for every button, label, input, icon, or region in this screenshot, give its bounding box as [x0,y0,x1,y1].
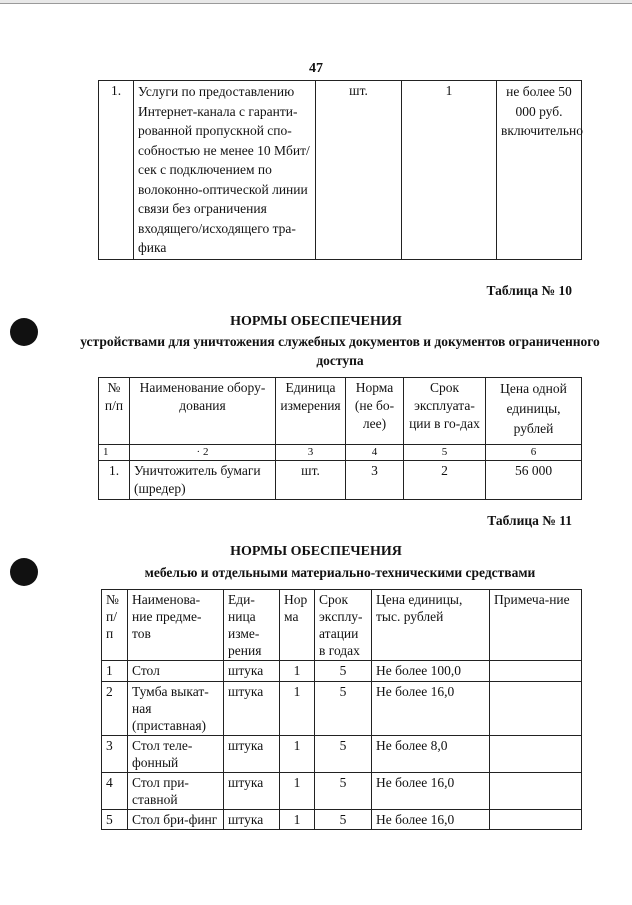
cell-unit: штука [224,810,280,830]
header-cell: Цена единицы, тыс. рублей [372,590,490,661]
header-cell: № п/ п [102,590,128,661]
table11-title: НОРМЫ ОБЕСПЕЧЕНИЯ [230,544,402,559]
cell-number: 1. [99,461,130,500]
table10-header-row [99,378,582,445]
table10 [98,377,582,500]
cell-item-name: Стол при-ставной [128,773,224,810]
column-number: 6 [486,445,582,461]
column-number: 4 [346,445,404,461]
cell-unit: штука [224,682,280,736]
header-cell: Единица измерения [276,378,346,445]
cell-note [490,773,582,810]
cell-unit: шт. [276,461,346,500]
cell-norm: 1 [280,682,315,736]
cell-number: 2 [102,682,128,736]
cell-price: Не более 16,0 [372,773,490,810]
cell-price: Не более 8,0 [372,736,490,773]
scan-edge [0,0,632,4]
cell-unit: штука [224,661,280,682]
cell-price: Не более 100,0 [372,661,490,682]
table-row [99,81,582,260]
header-cell: Наименование обору-дования [130,378,276,445]
header-cell: Срок эксплуата-ции в го-дах [404,378,486,445]
cell-item-name: Тумба выкат-ная (приставная) [128,682,224,736]
cell-item-name: Стол теле-фонный [128,736,224,773]
punch-hole [10,558,38,586]
column-number: 3 [276,445,346,461]
cell-service-name: Услуги по предоставлению Интернет-канала с гаранти-рованной пропускной спо-собностью не менее 10 Мбит/сек с подключением по волоконно-оптической линии связи без ограничения входящего/исходящего тра-фика [134,81,316,260]
cell-service-life: 5 [315,810,372,830]
header-cell: Норма (не бо-лее) [346,378,404,445]
header-cell: Примеча-ние [490,590,582,661]
table10-title: НОРМЫ ОБЕСПЕЧЕНИЯ [230,314,402,329]
cell-norm: 1 [280,736,315,773]
table10-subtitle: устройствами для уничтожения служебных документов и документов ограниченного доступа [80,334,600,368]
cell-equipment-name: Уничтожитель бумаги (шредер) [130,461,276,500]
table11-subtitle: мебелью и отдельными материально-техническими средствами [144,565,536,580]
header-cell: Наименова-ние предме-тов [128,590,224,661]
cell-service-life: 5 [315,773,372,810]
cell-norm: 1 [280,773,315,810]
cell-service-life: 5 [315,661,372,682]
cell-item-name: Стол [128,661,224,682]
cell-number: 3 [102,736,128,773]
table10-caption: Таблица № 10 [486,283,572,298]
column-number: 5 [404,445,486,461]
header-cell: Срок экcплу-атации в годах [315,590,372,661]
header-cell: Еди-ница изме-рения [224,590,280,661]
header-cell: Цена одной единицы, рублей [486,378,582,445]
cell-norm: 1 [280,810,315,830]
cell-quantity: 1 [402,81,497,260]
table-row [102,736,582,773]
cell-unit: штука [224,773,280,810]
cell-number: 1 [102,661,128,682]
page-number: 47 [309,61,323,76]
cell-price: Не более 16,0 [372,810,490,830]
table-row [102,661,582,682]
cell-price: не более 50 000 руб. включительно [497,81,582,260]
cell-note [490,736,582,773]
cell-service-life: 5 [315,682,372,736]
table-previous-continuation [98,80,582,260]
cell-note [490,682,582,736]
cell-service-life: 2 [404,461,486,500]
cell-unit: штука [224,736,280,773]
table-row [99,461,582,500]
table-row [102,810,582,830]
cell-number: 5 [102,810,128,830]
cell-unit: шт. [316,81,402,260]
cell-service-life: 5 [315,736,372,773]
table10-column-numbers [99,445,582,461]
table-row [102,773,582,810]
cell-number: 1. [99,81,134,260]
cell-item-name: Стол бри-финг [128,810,224,830]
cell-price: Не более 16,0 [372,682,490,736]
header-cell: № п/п [99,378,130,445]
table11 [101,589,582,830]
column-number: 1 [99,445,130,461]
column-number: · 2 [130,445,276,461]
table-row [102,682,582,736]
table11-header-row [102,590,582,661]
header-cell: Нор ма [280,590,315,661]
cell-norm: 1 [280,661,315,682]
cell-note [490,661,582,682]
cell-norm: 3 [346,461,404,500]
cell-price: 56 000 [486,461,582,500]
cell-number: 4 [102,773,128,810]
cell-note [490,810,582,830]
table11-caption: Таблица № 11 [487,513,572,528]
